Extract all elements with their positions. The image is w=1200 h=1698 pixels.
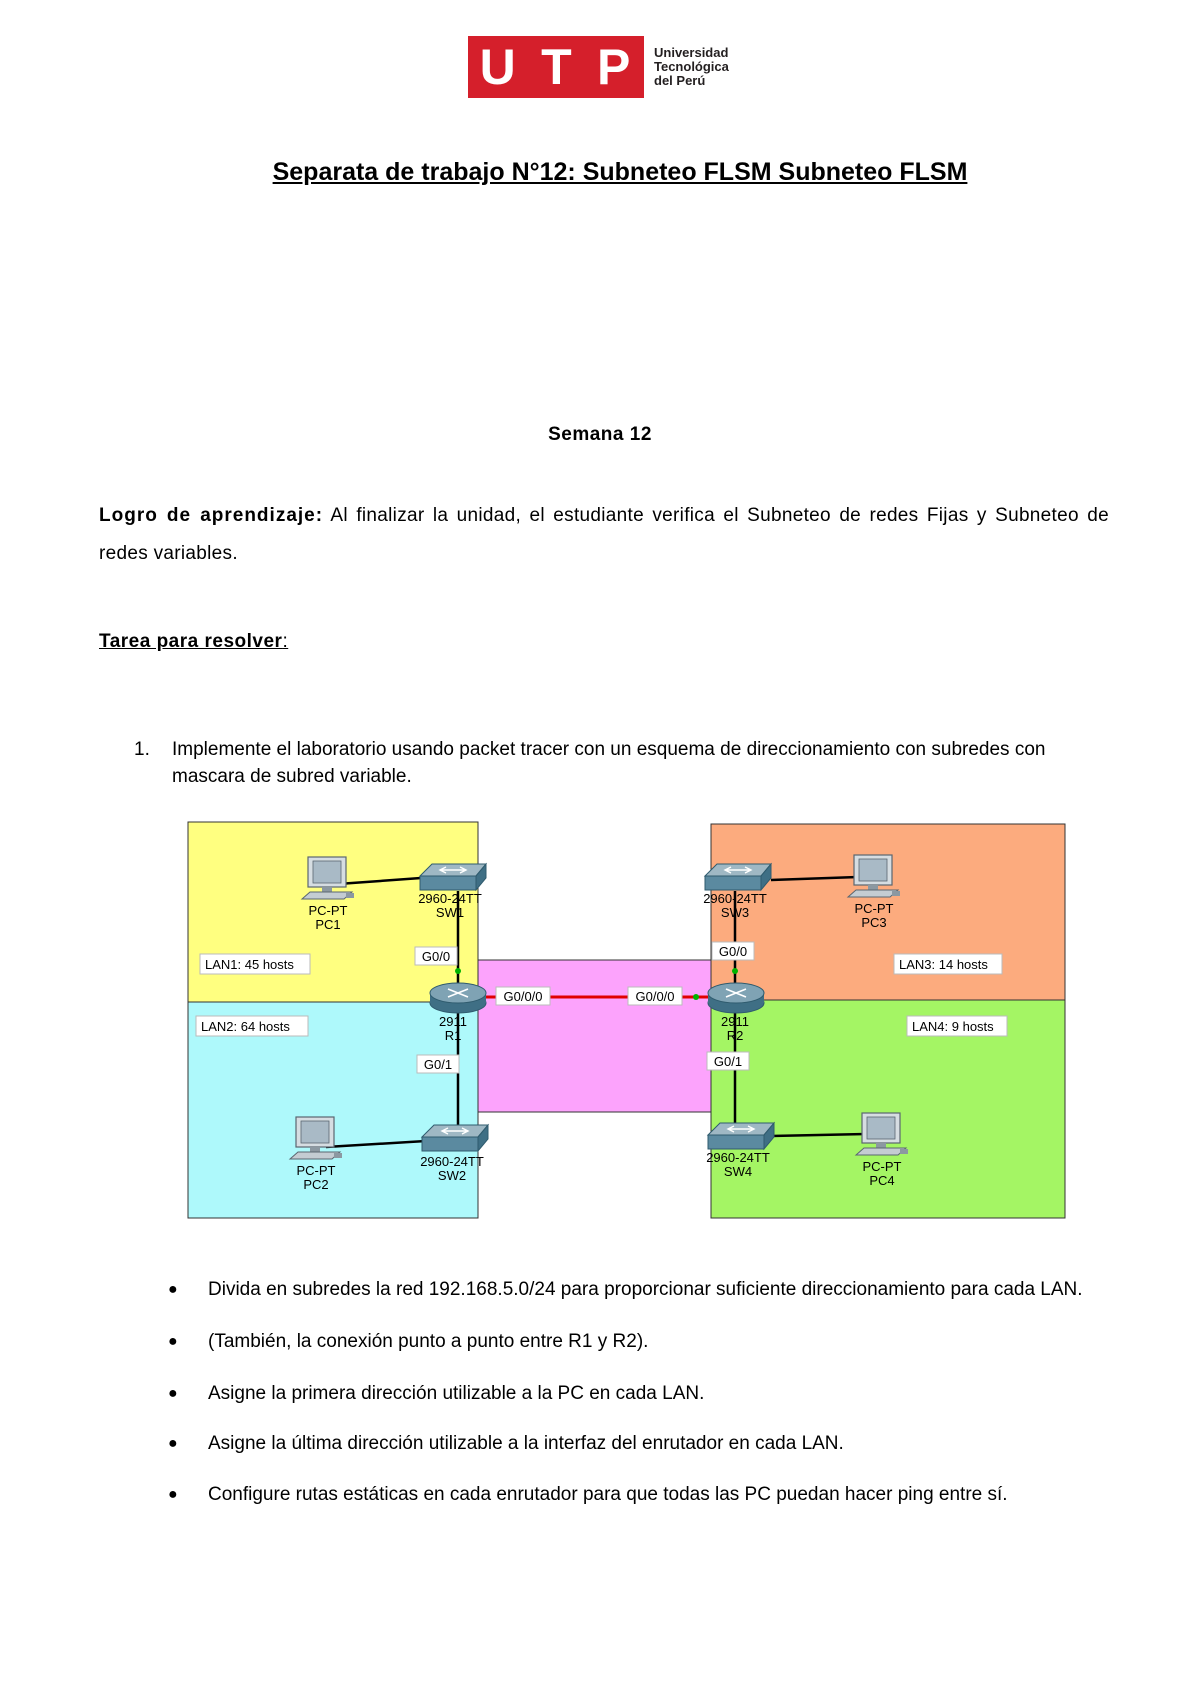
sw3-name: SW3 bbox=[720, 905, 750, 920]
task-heading bbox=[99, 631, 288, 653]
r1-model: 2911 bbox=[439, 1014, 467, 1029]
bullet-item bbox=[168, 1329, 1088, 1355]
bullet-dot: ● bbox=[168, 1385, 178, 1402]
pc3-name: PC3 bbox=[861, 915, 887, 930]
step-1 bbox=[134, 736, 1074, 790]
achievement-text: Al finalizar la unidad, el estudiante verifica el Subneteo de redes Fijas y Subneteo de redes variables. bbox=[99, 505, 1109, 564]
learning-achievement bbox=[99, 497, 1109, 573]
r1-g0-0-label bbox=[415, 947, 457, 965]
pc4-model: PC-PT bbox=[862, 1159, 902, 1174]
bullet-dot: ● bbox=[168, 1333, 178, 1350]
bullet-dot: ● bbox=[168, 1435, 178, 1452]
bullet-item bbox=[168, 1381, 1088, 1407]
r1-name: R1 bbox=[444, 1028, 462, 1043]
svg-text:G0/1: G0/1 bbox=[713, 1054, 743, 1069]
pc2-name: PC2 bbox=[303, 1177, 329, 1192]
logo-letter-u: U bbox=[479, 39, 518, 95]
lan3-label bbox=[894, 954, 1002, 974]
r2-g0-0-0-label bbox=[628, 987, 682, 1005]
bullet-dot: ● bbox=[168, 1281, 178, 1298]
network-topology-diagram bbox=[186, 821, 1067, 1219]
achievement-label: Logro de aprendizaje: bbox=[99, 505, 324, 526]
svg-text:G0/0: G0/0 bbox=[421, 949, 451, 964]
lan4-label bbox=[907, 1016, 1007, 1036]
pc1-model: PC-PT bbox=[308, 903, 348, 918]
bullet-text: Asigne la primera dirección utilizable a la PC en cada LAN. bbox=[208, 1383, 705, 1404]
svg-text:LAN4: 9 hosts: LAN4: 9 hosts bbox=[912, 1019, 994, 1034]
pc4-name: PC4 bbox=[869, 1173, 895, 1188]
task-heading-colon: : bbox=[282, 631, 289, 652]
r2-model: 2911 bbox=[721, 1014, 749, 1029]
r2-g0-0-label bbox=[712, 942, 754, 960]
step-text: Implemente el laboratorio usando packet tracer con un esquema de direccionamiento con subredes con mascara de subred variable. bbox=[172, 739, 1046, 787]
bullet-text: Configure rutas estáticas en cada enrutador para que todas las PC puedan hacer ping entre sí. bbox=[208, 1484, 1008, 1505]
sw3-model: 2960-24TT bbox=[703, 891, 767, 906]
r2-g0-1-label bbox=[707, 1052, 749, 1070]
bullet-text: Asigne la última dirección utilizable a la interfaz del enrutador en cada LAN. bbox=[208, 1433, 844, 1454]
r1-g0-1-label bbox=[417, 1055, 459, 1073]
r1-g0-0-0-label bbox=[496, 987, 550, 1005]
bullet-item bbox=[168, 1482, 1088, 1508]
svg-text:LAN2: 64 hosts: LAN2: 64 hosts bbox=[201, 1019, 290, 1034]
svg-text:LAN1: 45 hosts: LAN1: 45 hosts bbox=[205, 957, 294, 972]
wan-zone bbox=[478, 960, 711, 1112]
svg-text:G0/0/0: G0/0/0 bbox=[635, 989, 675, 1004]
svg-text:LAN3: 14 hosts: LAN3: 14 hosts bbox=[899, 957, 988, 972]
pc1-name: PC1 bbox=[315, 917, 341, 932]
sw4-name: SW4 bbox=[723, 1164, 753, 1179]
logo-line-2: Tecnológica bbox=[654, 59, 729, 74]
bullet-text: (También, la conexión punto a punto entre R1 y R2). bbox=[208, 1331, 649, 1352]
task-heading-text: Tarea para resolver bbox=[99, 631, 283, 652]
logo-line-3: del Perú bbox=[654, 73, 706, 88]
utp-logo-mark bbox=[468, 36, 644, 98]
sw1-model: 2960-24TT bbox=[418, 891, 482, 906]
document-title: Separata de trabajo N°12: Subneteo FLSM Subneteo FLSM bbox=[272, 158, 968, 186]
svg-text:G0/0: G0/0 bbox=[718, 944, 748, 959]
lan1-label bbox=[200, 954, 310, 974]
sw2-model: 2960-24TT bbox=[420, 1154, 484, 1169]
sw4-model: 2960-24TT bbox=[706, 1150, 770, 1165]
bullet-dot: ● bbox=[168, 1486, 178, 1503]
svg-text:G0/1: G0/1 bbox=[423, 1057, 453, 1072]
lan2-label bbox=[196, 1016, 308, 1036]
utp-logo bbox=[468, 36, 729, 98]
logo-letter-t: T bbox=[541, 39, 574, 95]
logo-wordmark bbox=[654, 46, 729, 88]
pc3-model: PC-PT bbox=[854, 901, 894, 916]
bullet-item bbox=[168, 1277, 1088, 1303]
week-heading: Semana 12 bbox=[548, 424, 652, 445]
pc2-model: PC-PT bbox=[296, 1163, 336, 1178]
svg-text:G0/0/0: G0/0/0 bbox=[503, 989, 543, 1004]
r2-name: R2 bbox=[726, 1028, 744, 1043]
bullet-item bbox=[168, 1431, 1088, 1457]
step-number: 1. bbox=[134, 739, 150, 760]
bullet-text: Divida en subredes la red 192.168.5.0/24 para proporcionar suficiente direccionamiento para cada LAN. bbox=[208, 1279, 1083, 1300]
sw1-name: SW1 bbox=[435, 905, 465, 920]
sw2-name: SW2 bbox=[437, 1168, 467, 1183]
logo-line-1: Universidad bbox=[654, 45, 729, 60]
logo-letter-p: P bbox=[596, 39, 633, 95]
